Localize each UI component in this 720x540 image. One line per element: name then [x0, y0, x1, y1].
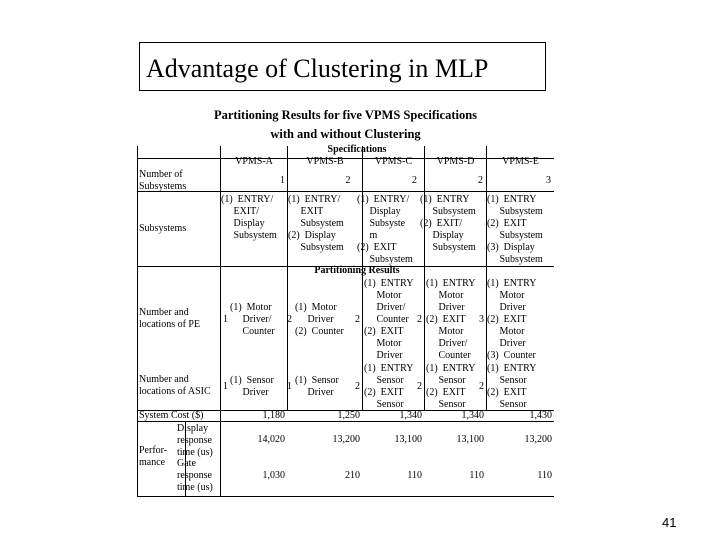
pe-locations-vpms-d: (1) ENTRY Motor Driver (2) EXIT Motor Driver/ Counter — [426, 278, 476, 361]
system-cost-vpms-e: 1,430 — [529, 410, 552, 421]
display-response-vpms-e: 13,200 — [524, 434, 552, 445]
column-header-vpms-a: VPMS-A — [235, 156, 273, 167]
system-cost-vpms-d: 1,340 — [461, 410, 484, 421]
asic-locations-vpms-a: (1) Sensor Driver — [230, 375, 274, 398]
gate-response-vpms-a: 1,030 — [262, 470, 285, 481]
row-label-num-asic: Number and locations of ASIC — [139, 374, 211, 397]
column-header-vpms-c: VPMS-C — [374, 156, 413, 167]
asic-locations-vpms-b: (1) Sensor Driver — [295, 375, 339, 398]
asic-locations-vpms-d: (1) ENTRY Sensor (2) EXIT Sensor — [426, 363, 476, 410]
display-response-vpms-d: 13,100 — [456, 434, 484, 445]
rule-table-bottom — [137, 496, 554, 497]
system-cost-vpms-c: 1,340 — [399, 410, 422, 421]
display-response-vpms-a: 14,020 — [257, 434, 285, 445]
pe-locations-vpms-c: (1) ENTRY Motor Driver/ Counter (2) EXIT Motor Driver — [364, 278, 414, 361]
subsystems-vpms-a: (1) ENTRY/ EXIT/ Display Subsystem — [221, 194, 277, 241]
specifications-header: Specifications — [327, 144, 387, 155]
subsystems-vpms-d: (1) ENTRY Subsystem (2) EXIT/ Display Subsystem — [420, 194, 476, 253]
row-label-gate-response: Gate response time (us) — [177, 458, 213, 493]
row-label-num-subsystems: Number of Subsystems — [139, 169, 187, 192]
gate-response-vpms-b: 210 — [345, 470, 360, 481]
rule-left-edge — [137, 146, 138, 496]
figure-title-line2: with and without Clustering — [270, 127, 421, 141]
num-subsystems-vpms-b: 2 — [345, 175, 351, 186]
display-response-vpms-b: 13,200 — [332, 434, 360, 445]
asic-locations-vpms-c: (1) ENTRY Sensor (2) EXIT Sensor — [364, 363, 414, 410]
asic-count-vpms-a: 1 — [223, 381, 228, 392]
pe-count-vpms-e: 3 — [479, 314, 484, 325]
asic-count-vpms-b: 1 — [287, 381, 292, 392]
subsystems-vpms-e: (1) ENTRY Subsystem (2) EXIT Subsystem (3) Display Subsystem — [487, 194, 543, 265]
pe-count-vpms-b: 2 — [287, 314, 292, 325]
page-number: 41 — [662, 515, 677, 530]
system-cost-vpms-a: 1,180 — [262, 410, 285, 421]
column-header-vpms-e: VPMS-E — [502, 156, 539, 167]
rule-subsystems-top — [137, 191, 554, 192]
gate-response-vpms-d: 110 — [469, 470, 484, 481]
slide-title: Advantage of Clustering in MLP — [146, 54, 489, 83]
row-label-performance: Perfor- mance — [139, 445, 168, 468]
pe-locations-vpms-b: (1) Motor Driver (2) Counter — [295, 302, 344, 337]
gate-response-vpms-c: 110 — [407, 470, 422, 481]
column-header-vpms-b: VPMS-B — [306, 156, 344, 167]
subsystems-vpms-b: (1) ENTRY/ EXIT Subsystem (2) Display Subsystem — [288, 194, 344, 253]
row-label-subsystems: Subsystems — [139, 223, 187, 234]
partitioning-results-figure — [137, 108, 554, 498]
gate-response-vpms-e: 110 — [537, 470, 552, 481]
row-label-system-cost: System Cost ($) — [139, 410, 204, 421]
asic-count-vpms-e: 2 — [479, 381, 484, 392]
pe-count-vpms-c: 2 — [355, 314, 360, 325]
pe-count-vpms-a: 1 — [223, 314, 228, 325]
pe-locations-vpms-e: (1) ENTRY Motor Driver (2) EXIT Motor Driver (3) Counter — [487, 278, 537, 361]
figure-title-line1: Partitioning Results for five VPMS Specifications — [213, 108, 478, 122]
column-header-vpms-d: VPMS-D — [436, 156, 475, 167]
pe-count-vpms-d: 2 — [417, 314, 422, 325]
slide-title-box — [139, 42, 546, 91]
num-subsystems-vpms-e: 3 — [546, 175, 551, 186]
asic-locations-vpms-e: (1) ENTRY Sensor (2) EXIT Sensor — [487, 363, 537, 410]
num-subsystems-vpms-c: 2 — [412, 175, 417, 186]
display-response-vpms-c: 13,100 — [394, 434, 422, 445]
partitioning-results-header: Partitioning Results — [314, 265, 400, 276]
num-subsystems-vpms-a: 1 — [280, 175, 285, 186]
pe-locations-vpms-a: (1) Motor Driver/ Counter — [230, 302, 275, 337]
subsystems-vpms-c: (1) ENTRY/ Display Subsyste m (2) EXIT Subsystem — [357, 194, 413, 265]
row-label-display-response: Display response time (us) — [177, 423, 213, 458]
asic-count-vpms-c: 2 — [355, 381, 360, 392]
asic-count-vpms-d: 2 — [417, 381, 422, 392]
num-subsystems-vpms-d: 2 — [478, 175, 483, 186]
row-label-num-pe: Number and locations of PE — [139, 307, 201, 330]
system-cost-vpms-b: 1,250 — [337, 410, 360, 421]
